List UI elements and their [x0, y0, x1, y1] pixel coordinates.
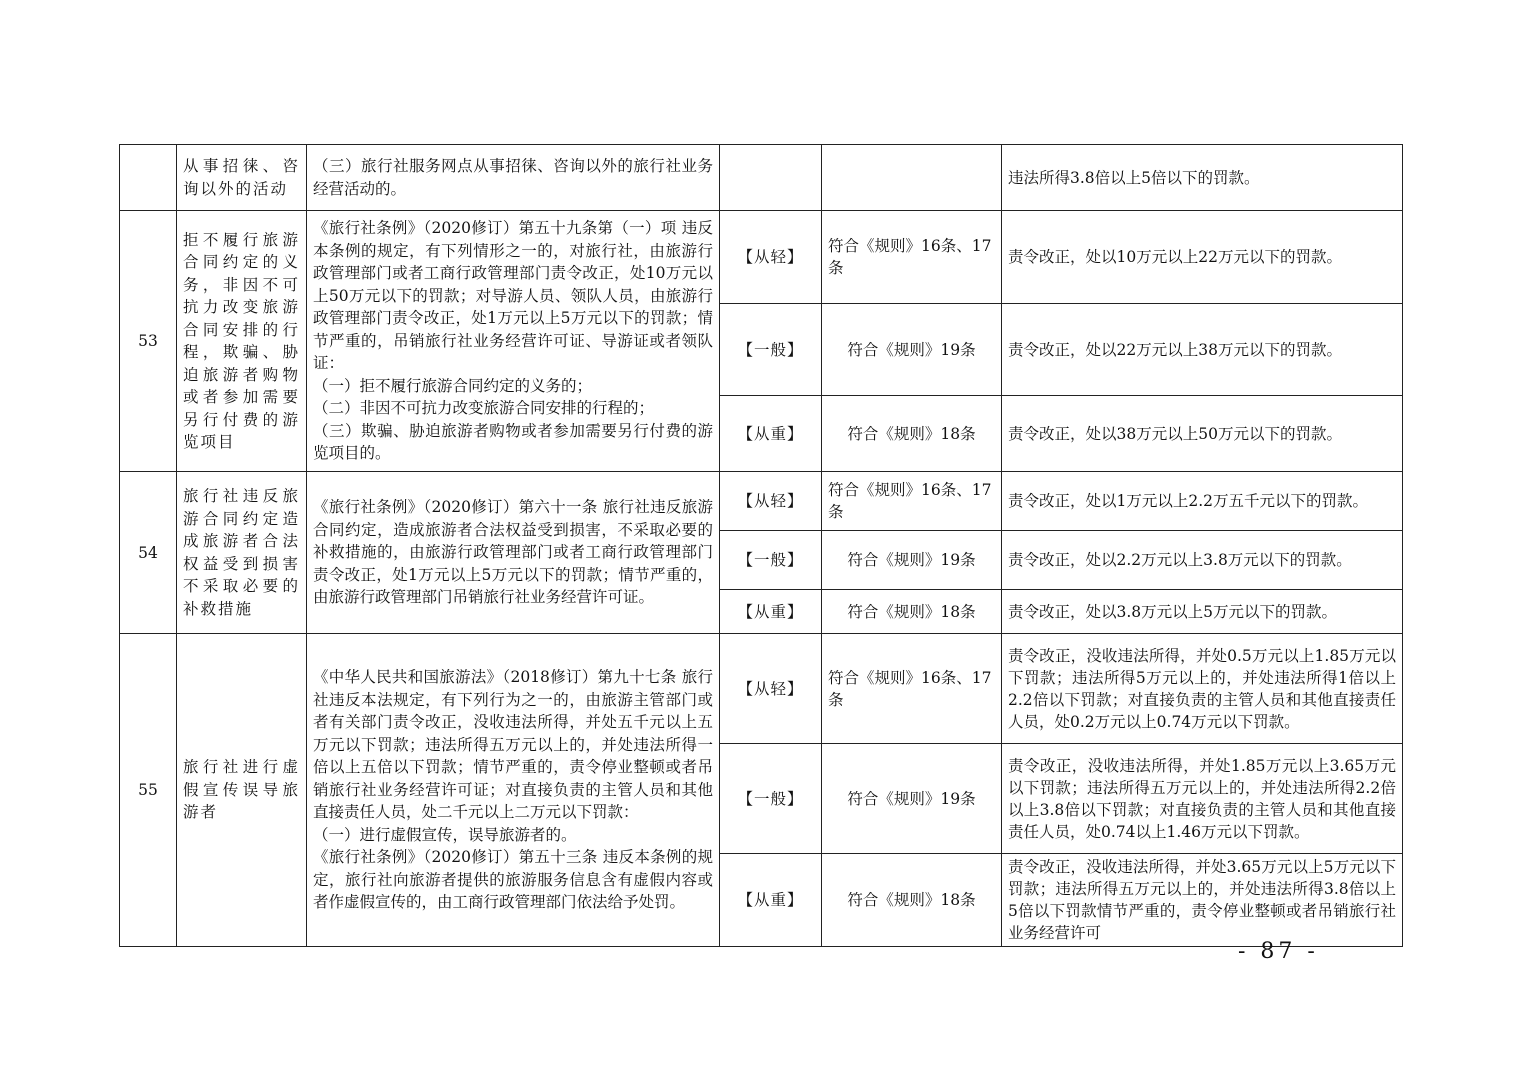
table-row [120, 472, 1403, 531]
applicable-condition: 符合《规则》16条、17条 [822, 634, 1002, 744]
violation-name: 旅行社违反旅游合同约定造成旅游者合法权益受到损害不采取必要的补救措施 [177, 472, 307, 634]
discretion-level: 【一般】 [720, 744, 822, 854]
discretion-level: 【从重】 [720, 854, 822, 947]
violation-name: 从事招徕、咨询以外的活动 [177, 145, 307, 211]
legal-basis [307, 211, 720, 472]
legal-basis [307, 634, 720, 947]
discretion-level: 【从轻】 [720, 634, 822, 744]
table-row [120, 634, 1403, 744]
penalty-standard: 责令改正，没收违法所得，并处3.65万元以上5万元以下罚款；违法所得五万元以上的，并处违法所得3.8倍以上5倍以下罚款情节严重的，责令停业整顿或者吊销旅行社业务经营许可 [1002, 854, 1403, 947]
discretion-level: 【从重】 [720, 396, 822, 472]
penalty-standard: 责令改正，处以38万元以上50万元以下的罚款。 [1002, 396, 1403, 472]
applicable-condition: 符合《规则》18条 [822, 854, 1002, 947]
penalty-table [119, 144, 1403, 947]
penalty-standard: 责令改正，处以1万元以上2.2万五千元以下的罚款。 [1002, 472, 1403, 531]
applicable-condition: 符合《规则》18条 [822, 396, 1002, 472]
penalty-standard: 责令改正，没收违法所得，并处1.85万元以上3.65万元以下罚款；违法所得五万元以上的，并处违法所得2.2倍以上3.8倍以下罚款；对直接负责的主管人员和其他直接责任人员，处0.74以上1.46万元以下罚款。 [1002, 744, 1403, 854]
table-row [120, 145, 1403, 211]
page-number: - 87 - [1238, 939, 1319, 964]
table-row [120, 211, 1403, 304]
legal-basis-line: 《旅行社条例》（2020修订）第五十九条第（一）项 违反本条例的规定，有下列情形之一的，对旅行社，由旅游行政管理部门或者工商行政管理部门责令改正，处10万元以上50万元以下的罚款；对导游人员、领队人员，由旅游行政管理部门责令改正，处1万元以上5万元以下的罚款；情节严重的，吊销旅行社业务经营许可证、导游证或者领队证： [313, 219, 713, 373]
legal-basis-line: 《旅行社条例》（2020修订）第六十一条 旅行社违反旅游合同约定，造成旅游者合法权益受到损害，不采取必要的补救措施的，由旅游行政管理部门或者工商行政管理部门责令改正，处1万元以上5万元以下的罚款；情节严重的，由旅游行政管理部门吊销旅行社业务经营许可证。 [313, 498, 713, 607]
legal-basis-line: （一）拒不履行旅游合同约定的义务的； [313, 376, 593, 395]
legal-basis-line: （三）欺骗、胁迫旅游者购物或者参加需要另行付费的游览项目的。 [313, 421, 713, 463]
applicable-condition: 符合《规则》19条 [822, 531, 1002, 590]
legal-basis-line: （三）旅行社服务网点从事招徕、咨询以外的旅行社业务经营活动的。 [313, 157, 713, 198]
legal-basis [307, 145, 720, 211]
applicable-condition: 符合《规则》16条、17条 [822, 472, 1002, 531]
violation-name: 旅行社进行虚假宣传误导旅游者 [177, 634, 307, 947]
legal-basis [307, 472, 720, 634]
violation-name: 拒不履行旅游合同约定的义务，非因不可抗力改变旅游合同安排的行程，欺骗、胁迫旅游者购物或者参加需要另行付费的游览项目 [177, 211, 307, 472]
discretion-level: 【从轻】 [720, 211, 822, 304]
penalty-standard: 违法所得3.8倍以上5倍以下的罚款。 [1002, 145, 1403, 211]
discretion-level: 【从轻】 [720, 472, 822, 531]
penalty-standard: 责令改正，处以10万元以上22万元以下的罚款。 [1002, 211, 1403, 304]
row-number [120, 145, 177, 211]
legal-basis-line: （一）进行虚假宣传，误导旅游者的。 [313, 825, 577, 844]
applicable-condition: 符合《规则》16条、17条 [822, 211, 1002, 304]
penalty-standard: 责令改正，处以22万元以上38万元以下的罚款。 [1002, 304, 1403, 396]
applicable-condition: 符合《规则》19条 [822, 744, 1002, 854]
penalty-standard: 责令改正，没收违法所得，并处0.5万元以上1.85万元以下罚款；违法所得5万元以上的，并处违法所得1倍以上2.2倍以下罚款；对直接负责的主管人员和其他直接责任人员，处0.2万元以上0.74万元以下罚款。 [1002, 634, 1403, 744]
row-number: 53 [120, 211, 177, 472]
penalty-standard: 责令改正，处以2.2万元以上3.8万元以下的罚款。 [1002, 531, 1403, 590]
legal-basis-line: 《中华人民共和国旅游法》（2018修订）第九十七条 旅行社违反本法规定，有下列行为之一的，由旅游主管部门或者有关部门责令改正，没收违法所得，并处五千元以上五万元以下罚款；违法所得五万元以上的，并处违法所得一倍以上五倍以下罚款；情节严重的，责令停业整顿或者吊销旅行社业务经营许可证；对直接负责的主管人员和其他直接责任人员，处二千元以上二万元以下罚款： [313, 668, 713, 822]
discretion-level [720, 145, 822, 211]
discretion-level: 【一般】 [720, 304, 822, 396]
applicable-condition: 符合《规则》18条 [822, 590, 1002, 634]
discretion-level: 【一般】 [720, 531, 822, 590]
legal-basis-line: 《旅行社条例》（2020修订）第五十三条 违反本条例的规定，旅行社向旅游者提供的旅游服务信息含有虚假内容或者作虚假宣传的，由工商行政管理部门依法给予处罚。 [313, 848, 713, 912]
applicable-condition [822, 145, 1002, 211]
row-number: 55 [120, 634, 177, 947]
discretion-level: 【从重】 [720, 590, 822, 634]
penalty-standard: 责令改正，处以3.8万元以上5万元以下的罚款。 [1002, 590, 1403, 634]
applicable-condition: 符合《规则》19条 [822, 304, 1002, 396]
row-number: 54 [120, 472, 177, 634]
legal-basis-line: （二）非因不可抗力改变旅游合同安排的行程的； [313, 399, 655, 418]
